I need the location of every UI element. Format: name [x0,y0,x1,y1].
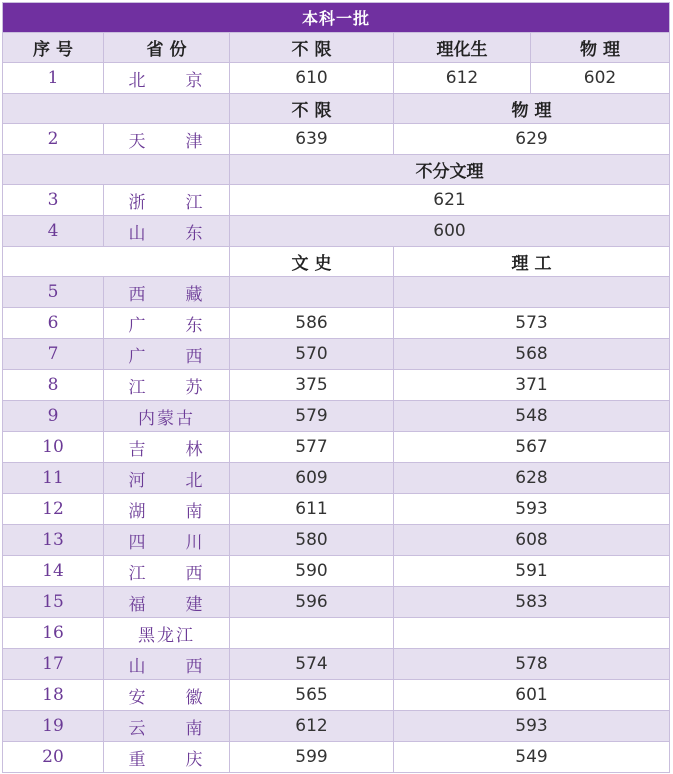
score-science-cell: 593 [394,494,670,525]
score-arts-cell: 612 [230,711,394,742]
score-science-cell: 549 [394,742,670,773]
score-cell: 621 [230,185,670,216]
table-row [3,216,670,247]
score-arts-cell: 565 [230,680,394,711]
table-row [3,339,670,370]
table-row [3,494,670,525]
score-arts-cell: 590 [230,556,394,587]
score-arts-cell: 596 [230,587,394,618]
province-cell: 广 西 [104,339,230,370]
score-arts-cell: 579 [230,401,394,432]
header-row-unlimited-physics [3,94,670,124]
header-seq: 序 号 [3,33,104,63]
score-table [2,2,670,773]
province-cell: 山 东 [104,216,230,247]
score-physics-cell: 602 [531,63,670,94]
header-arts: 文 史 [230,247,394,277]
seq-cell: 5 [3,277,104,308]
province-cell: 福 建 [104,587,230,618]
table-row [3,370,670,401]
table-row [3,618,670,649]
score-arts-cell: 599 [230,742,394,773]
province-cell: 四 川 [104,525,230,556]
header-row-arts-science [3,247,670,277]
seq-cell: 11 [3,463,104,494]
score-arts-cell [230,277,394,308]
province-cell: 浙 江 [104,185,230,216]
score-science-cell: 593 [394,711,670,742]
seq-cell: 2 [3,124,104,155]
table-row [3,587,670,618]
score-arts-cell: 375 [230,370,394,401]
table-row [3,649,670,680]
header-unlimited: 不 限 [230,94,394,124]
title-row [3,3,670,33]
seq-cell: 7 [3,339,104,370]
score-science-cell: 567 [394,432,670,463]
table-row [3,525,670,556]
score-arts-cell: 609 [230,463,394,494]
province-cell: 北 京 [104,63,230,94]
score-science-cell: 591 [394,556,670,587]
header-spacer [3,94,230,124]
header-unlimited: 不 限 [230,33,394,63]
province-cell: 黑龙江 [104,618,230,649]
score-science-cell: 548 [394,401,670,432]
seq-cell: 12 [3,494,104,525]
score-science-cell: 608 [394,525,670,556]
seq-cell: 4 [3,216,104,247]
header-science: 理 工 [394,247,670,277]
score-arts-cell: 586 [230,308,394,339]
score-arts-cell: 580 [230,525,394,556]
score-physics-cell: 629 [394,124,670,155]
province-cell: 安 徽 [104,680,230,711]
table-row [3,463,670,494]
score-science-cell: 601 [394,680,670,711]
header-no-stream: 不分文理 [230,155,670,185]
score-table-body [3,3,670,773]
table-row [3,401,670,432]
table-row [3,63,670,94]
table-row [3,185,670,216]
header-province: 省 份 [104,33,230,63]
header-spacer [3,247,230,277]
header-spacer [3,155,230,185]
score-arts-cell: 577 [230,432,394,463]
table-row [3,742,670,773]
score-arts-cell: 570 [230,339,394,370]
score-science-cell: 573 [394,308,670,339]
province-cell: 重 庆 [104,742,230,773]
seq-cell: 10 [3,432,104,463]
score-unlimited-cell: 639 [230,124,394,155]
seq-cell: 9 [3,401,104,432]
score-science-cell: 371 [394,370,670,401]
score-science-cell [394,618,670,649]
score-unlimited-cell: 610 [230,63,394,94]
seq-cell: 6 [3,308,104,339]
seq-cell: 13 [3,525,104,556]
province-cell: 山 西 [104,649,230,680]
score-cell: 600 [230,216,670,247]
score-science-cell [394,277,670,308]
table-row [3,124,670,155]
score-phys-chem-bio-cell: 612 [394,63,531,94]
seq-cell: 19 [3,711,104,742]
province-cell: 河 北 [104,463,230,494]
province-cell: 湖 南 [104,494,230,525]
table-row [3,556,670,587]
province-cell: 云 南 [104,711,230,742]
seq-cell: 17 [3,649,104,680]
province-cell: 吉 林 [104,432,230,463]
seq-cell: 14 [3,556,104,587]
score-arts-cell [230,618,394,649]
score-science-cell: 583 [394,587,670,618]
table-row [3,277,670,308]
province-cell: 西 藏 [104,277,230,308]
province-cell: 江 西 [104,556,230,587]
header-row-no-stream [3,155,670,185]
table-title: 本科一批 [3,3,670,33]
seq-cell: 8 [3,370,104,401]
header-row-general [3,33,670,63]
seq-cell: 18 [3,680,104,711]
table-row [3,711,670,742]
header-phys-chem-bio: 理化生 [394,33,531,63]
seq-cell: 20 [3,742,104,773]
score-science-cell: 578 [394,649,670,680]
score-arts-cell: 611 [230,494,394,525]
seq-cell: 16 [3,618,104,649]
score-science-cell: 628 [394,463,670,494]
province-cell: 天 津 [104,124,230,155]
header-physics: 物 理 [531,33,670,63]
seq-cell: 15 [3,587,104,618]
province-cell: 内蒙古 [104,401,230,432]
header-physics: 物 理 [394,94,670,124]
seq-cell: 3 [3,185,104,216]
seq-cell: 1 [3,63,104,94]
table-row [3,308,670,339]
table-row [3,680,670,711]
table-row [3,432,670,463]
province-cell: 广 东 [104,308,230,339]
score-science-cell: 568 [394,339,670,370]
province-cell: 江 苏 [104,370,230,401]
score-arts-cell: 574 [230,649,394,680]
